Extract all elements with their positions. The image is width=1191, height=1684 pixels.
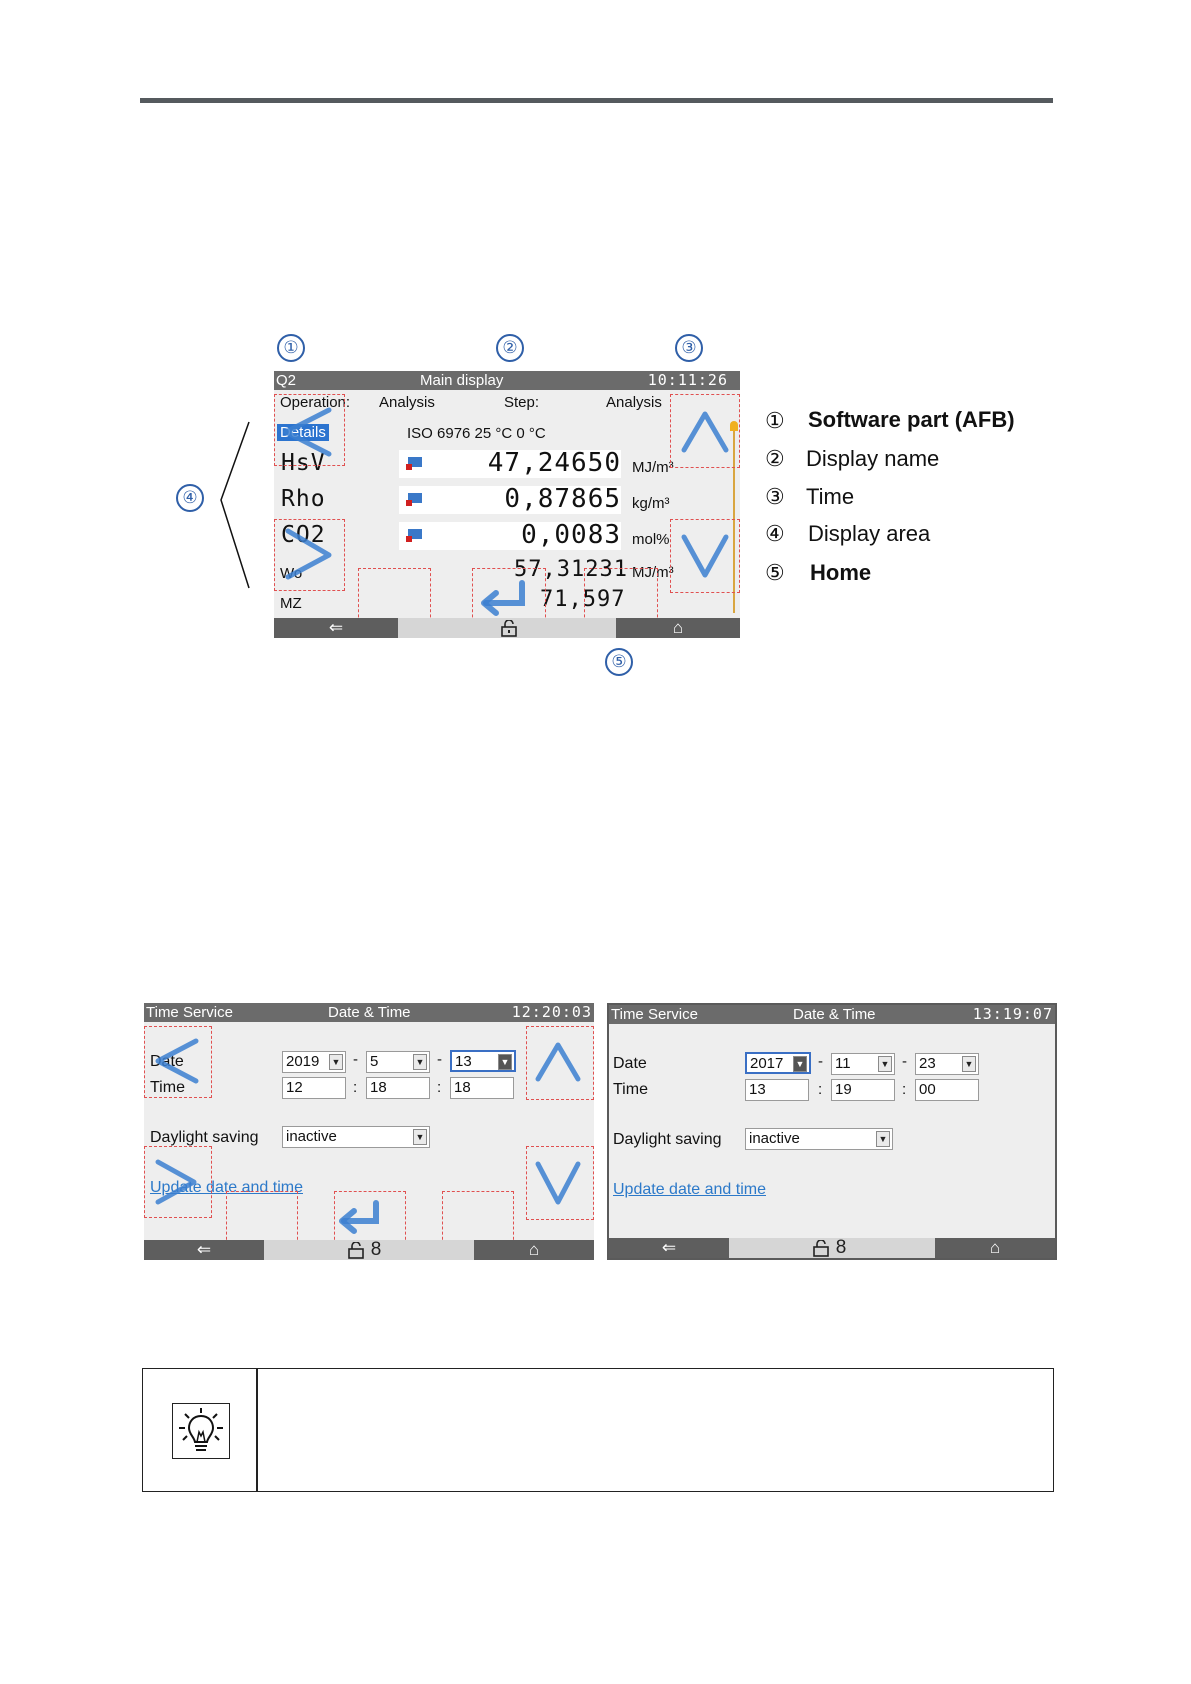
legend-label-1: Software part (AFB): [808, 407, 1015, 432]
chevron-down-icon[interactable]: ▼: [498, 1054, 512, 1070]
year-value: 2017: [750, 1055, 784, 1072]
bottom-bar: [274, 618, 740, 638]
second-input[interactable]: [450, 1077, 514, 1099]
device-name: Q2: [276, 372, 297, 389]
value-wo: 57,31231: [514, 557, 628, 582]
display-name: Main display: [420, 372, 504, 389]
time-label: Time: [613, 1081, 648, 1098]
title-bar: [144, 1003, 594, 1022]
hour-input[interactable]: [745, 1079, 809, 1101]
display-name: Date & Time: [328, 1004, 411, 1021]
chevron-down-icon[interactable]: ▼: [413, 1054, 427, 1070]
update-date-time-link[interactable]: Update date and time: [150, 1179, 303, 1196]
flag-icon: [405, 456, 423, 471]
row-name-hsv: HsV: [281, 450, 326, 476]
year-select[interactable]: [282, 1051, 346, 1073]
touch-zone-prev[interactable]: [144, 1026, 212, 1098]
callout-2: ②: [496, 334, 524, 362]
second-value: 18: [454, 1079, 471, 1096]
home-button[interactable]: ⌂: [935, 1238, 1055, 1258]
touch-zone-down[interactable]: [670, 519, 740, 593]
home-button[interactable]: ⌂: [474, 1240, 594, 1260]
date-label: Date: [613, 1055, 647, 1072]
date-label: Date: [150, 1053, 184, 1070]
row-name-wo: Wo: [280, 565, 303, 582]
legend-label-4: Display area: [808, 521, 931, 546]
chevron-down-icon[interactable]: ▼: [413, 1129, 427, 1145]
value-box-rho: [399, 486, 621, 514]
service-name: Time Service: [146, 1004, 233, 1021]
callout-3: ③: [675, 334, 703, 362]
touch-zone-up[interactable]: [670, 394, 740, 468]
time-label: Time: [150, 1079, 185, 1096]
time-separator: :: [818, 1081, 823, 1098]
unit-rho: kg/m³: [632, 495, 670, 512]
date-separator: -: [818, 1053, 823, 1070]
hint-divider: [256, 1369, 258, 1491]
update-date-time-link[interactable]: Update date and time: [613, 1181, 766, 1198]
date-time-screen-right: [607, 1003, 1057, 1260]
back-button[interactable]: ⇐: [609, 1238, 729, 1258]
step-value: Analysis: [606, 394, 662, 411]
details-button[interactable]: Details: [277, 424, 329, 441]
lock-count: 8: [370, 1239, 382, 1260]
reference-conditions: ISO 6976 25 °C 0 °C: [407, 425, 546, 442]
value-box-hsv: [399, 450, 621, 478]
daylight-saving-value: inactive: [286, 1128, 337, 1145]
header-rule: [140, 98, 1053, 103]
clock: 12:20:03: [511, 1003, 592, 1021]
month-select[interactable]: [366, 1051, 430, 1073]
touch-zone-down[interactable]: [526, 1146, 594, 1220]
second-input[interactable]: [915, 1079, 979, 1101]
minute-value: 19: [835, 1081, 852, 1098]
legend-num-4: ④: [765, 521, 785, 546]
hour-value: 12: [286, 1079, 303, 1096]
clock: 10:11:26: [647, 371, 728, 389]
value-co2: 0,0083: [521, 520, 621, 550]
operation-label: Operation:: [280, 394, 351, 411]
clock: 13:19:07: [972, 1005, 1053, 1023]
lock-icon[interactable]: [500, 620, 518, 637]
minute-value: 18: [370, 1079, 387, 1096]
back-button[interactable]: ⇐: [274, 618, 398, 638]
row-name-co2: CO2: [281, 522, 326, 548]
legend-label-5: Home: [810, 560, 872, 585]
main-display-screen: [274, 371, 740, 638]
year-value: 2019: [286, 1053, 320, 1070]
touch-zone-next[interactable]: [144, 1146, 212, 1218]
month-value: 5: [370, 1053, 379, 1070]
callout-5: ⑤: [605, 648, 633, 676]
value-mz: 71,597: [540, 587, 626, 612]
time-separator: :: [353, 1079, 358, 1096]
daylight-saving-select[interactable]: [282, 1126, 430, 1148]
chevron-down-icon[interactable]: ▼: [329, 1054, 343, 1070]
time-separator: :: [437, 1079, 442, 1096]
chevron-down-icon[interactable]: ▼: [876, 1131, 890, 1147]
lock-icon[interactable]: [812, 1240, 830, 1257]
daylight-saving-select[interactable]: [745, 1128, 893, 1150]
row-name-rho: Rho: [281, 486, 326, 512]
lightbulb-icon: [172, 1403, 230, 1459]
legend-label-3: Time: [806, 484, 855, 509]
callout-4: ④: [176, 484, 204, 512]
hint-box: [142, 1368, 1054, 1492]
title-bar: [274, 371, 740, 390]
back-button[interactable]: ⇐: [144, 1240, 264, 1260]
chevron-down-icon[interactable]: ▼: [793, 1056, 807, 1072]
display-area-bracket: [215, 420, 255, 592]
legend-num-1: ①: [765, 408, 785, 433]
date-separator: -: [353, 1051, 358, 1068]
touch-zone-prev[interactable]: [274, 394, 345, 466]
value-box-co2: [399, 522, 621, 550]
month-select[interactable]: [831, 1053, 895, 1075]
legend-num-3: ③: [765, 484, 785, 509]
operation-value: Analysis: [379, 394, 435, 411]
second-value: 00: [919, 1081, 936, 1098]
daylight-saving-label: Daylight saving: [150, 1129, 259, 1146]
day-value: 23: [919, 1055, 936, 1072]
legend-label-2: Display name: [806, 446, 940, 471]
date-separator: -: [902, 1053, 907, 1070]
hour-input[interactable]: [282, 1077, 346, 1099]
unit-co2: mol%: [632, 531, 670, 548]
day-value: 13: [455, 1053, 472, 1070]
flag-icon: [405, 492, 423, 507]
flag-icon: [405, 528, 423, 543]
legend-num-2: ②: [765, 446, 785, 471]
value-hsv: 47,24650: [487, 448, 621, 478]
bottom-bar: [144, 1240, 594, 1260]
minute-input[interactable]: [366, 1077, 430, 1099]
value-rho: 0,87865: [504, 484, 621, 514]
callout-1: ①: [277, 334, 305, 362]
chevron-down-icon[interactable]: ▼: [878, 1056, 892, 1072]
time-separator: :: [902, 1081, 907, 1098]
title-bar: [609, 1005, 1055, 1024]
daylight-saving-label: Daylight saving: [613, 1131, 722, 1148]
row-name-mz: MZ: [280, 595, 302, 612]
step-label: Step:: [504, 394, 540, 411]
year-select[interactable]: [745, 1052, 811, 1074]
hour-value: 13: [749, 1081, 766, 1098]
unit-hsv: MJ/m³: [632, 459, 674, 476]
minute-input[interactable]: [831, 1079, 895, 1101]
touch-zone-next[interactable]: [274, 519, 345, 591]
legend-num-5: ⑤: [765, 560, 785, 585]
day-select[interactable]: [915, 1053, 979, 1075]
daylight-saving-value: inactive: [749, 1130, 800, 1147]
home-button[interactable]: ⌂: [616, 618, 740, 638]
date-time-screen-left: [144, 1003, 594, 1260]
month-value: 11: [835, 1055, 851, 1072]
date-separator: -: [437, 1051, 442, 1068]
day-select[interactable]: [450, 1050, 516, 1072]
bottom-bar: [609, 1238, 1055, 1258]
unit-wo: MJ/m³: [632, 564, 674, 581]
display-name: Date & Time: [793, 1006, 876, 1023]
chevron-down-icon[interactable]: ▼: [962, 1056, 976, 1072]
service-name: Time Service: [611, 1006, 698, 1023]
lock-icon[interactable]: [347, 1242, 365, 1259]
touch-zone-up[interactable]: [526, 1026, 594, 1100]
lock-count: 8: [835, 1237, 847, 1258]
